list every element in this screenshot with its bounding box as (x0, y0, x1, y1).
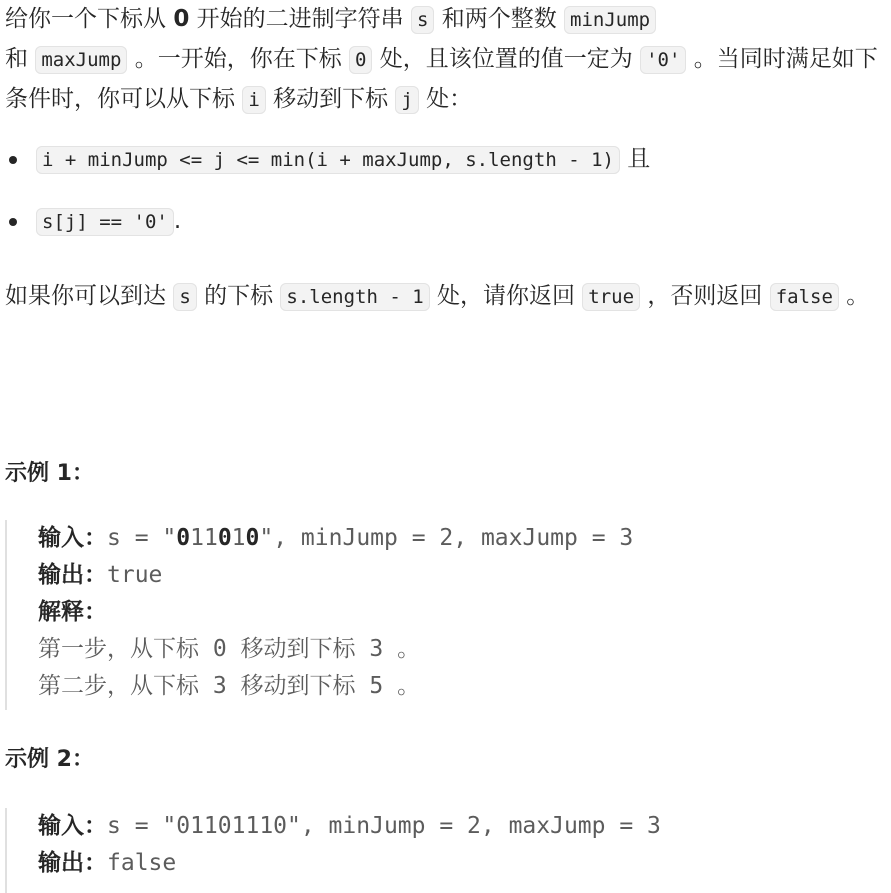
input-text: 1 (231, 525, 246, 551)
code-char-zero: '0' (640, 46, 686, 74)
condition-code: s[j] == '0' (36, 208, 174, 236)
intro-text-3: 和两个整数 (434, 6, 565, 32)
intro-text-8: 移动到下标 (265, 86, 396, 112)
condition-suffix: . (173, 208, 182, 234)
intro-text-9: 处： (418, 86, 473, 112)
input-text: ", minJump = 2, maxJump = 3 (259, 525, 634, 551)
example-1-title: 示例 1： (5, 461, 94, 486)
goal-paragraph (5, 277, 885, 317)
condition-item (5, 140, 885, 202)
example-2-block (5, 808, 891, 893)
intro-text-4: 和 (5, 46, 36, 72)
example-1-output-line (38, 557, 891, 594)
input-text: s = "01101110", minJump = 2, maxJump = 3 (107, 813, 661, 839)
explain-line: 第一步，从下标 0 移动到下标 3 。 (38, 636, 421, 662)
bullet-icon (9, 156, 17, 164)
input-label: 输入： (38, 525, 107, 551)
input-text: 11 (190, 525, 218, 551)
example-2-title: 示例 2： (5, 747, 94, 772)
intro-paragraph (5, 0, 885, 120)
condition-suffix: 且 (619, 146, 651, 172)
example-2-input-line (38, 808, 891, 845)
goal-text-4: ，否则返回 (640, 283, 770, 309)
intro-text-6: 处，且该位置的值一定为 (372, 46, 641, 72)
example-1-explain-label-line (38, 594, 891, 631)
goal-text-5: 。 (838, 283, 870, 309)
conditions-list (5, 140, 885, 264)
condition-item (5, 202, 885, 264)
output-label: 输出： (38, 850, 107, 876)
goal-code-true: true (582, 283, 640, 311)
example-1-input-line (38, 520, 891, 557)
highlight-digit: 0 (245, 525, 260, 551)
goal-text-3: 处，请你返回 (429, 283, 583, 309)
example-2-output-line (38, 845, 891, 882)
code-minjump: minJump (564, 6, 656, 34)
input-label: 输入： (38, 813, 107, 839)
output-value: false (107, 850, 177, 876)
code-j: j (395, 86, 418, 114)
goal-code-last-index: s.length - 1 (280, 283, 429, 311)
intro-text-5: 。一开始，你在下标 (127, 46, 350, 72)
goal-text-2: 的下标 (196, 283, 281, 309)
goal-code-s: s (173, 283, 196, 311)
bullet-icon (9, 218, 17, 226)
intro-text-1: 给你一个下标从 (5, 6, 174, 32)
explain-label: 解释： (38, 599, 107, 625)
highlight-digit: 0 (217, 525, 232, 551)
intro-text-2: 开始的二进制字符串 (189, 6, 411, 32)
input-text: s = " (107, 525, 177, 551)
example-1-block (5, 520, 891, 710)
goal-code-false: false (770, 283, 839, 311)
output-value: true (107, 562, 163, 588)
code-i: i (242, 86, 265, 114)
output-label: 输出： (38, 562, 107, 588)
explain-line: 第二步，从下标 3 移动到下标 5 。 (38, 673, 421, 699)
code-s: s (411, 6, 434, 34)
code-zero: 0 (349, 46, 372, 74)
intro-text-7: 。当同时满足如下条件时，你可以从下标 (5, 46, 878, 112)
intro-zero-bold: 0 (173, 6, 190, 32)
goal-text-1: 如果你可以到达 (5, 283, 174, 309)
highlight-digit: 0 (176, 525, 191, 551)
condition-code: i + minJump <= j <= min(i + maxJump, s.length - 1) (36, 146, 620, 174)
code-maxjump: maxJump (35, 46, 127, 74)
